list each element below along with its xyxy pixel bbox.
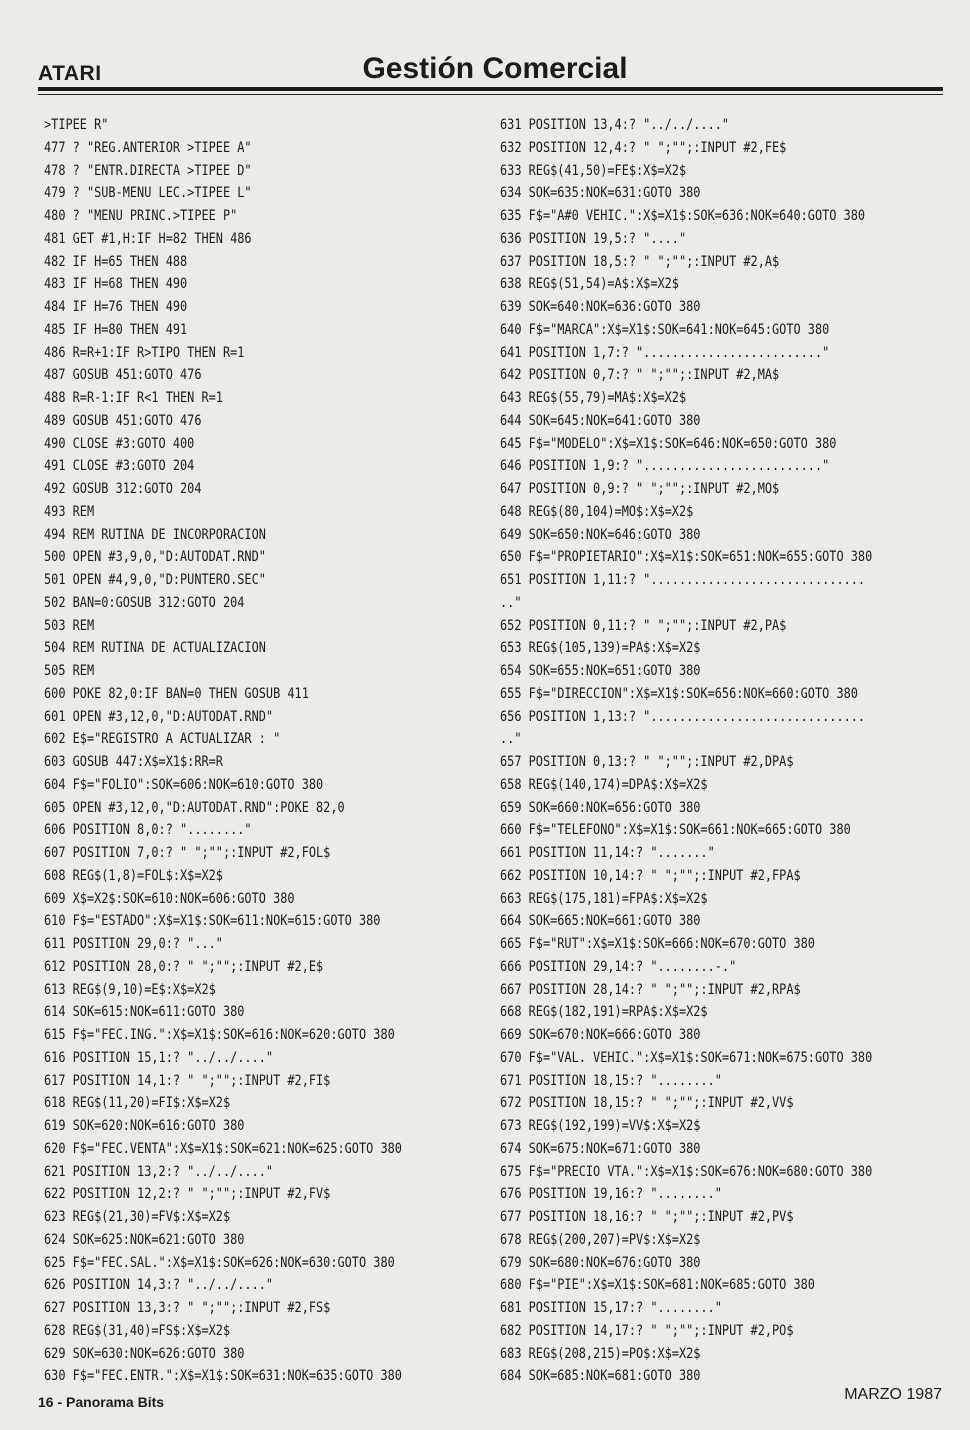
code-line: >TIPEE R" <box>44 117 109 133</box>
code-line: 660 F$="TELEFONO":X$=X1$:SOK=661:NOK=665:GOTO 380 <box>500 822 851 839</box>
code-line: 643 REG$(55,79)=MA$:X$=X2$ <box>500 390 687 406</box>
code-line: 638 REG$(51,54)=A$:X$=X2$ <box>500 276 679 293</box>
code-line: 604 F$="FOLIO":SOK=606:NOK=610:GOTO 380 <box>44 776 324 793</box>
code-line: 618 REG$(11,20)=FI$:X$=X2$ <box>44 1095 231 1112</box>
header-rule-thick <box>38 87 943 91</box>
code-line: 653 REG$(105,139)=PA$:X$=X2$ <box>500 640 701 657</box>
code-line: 650 F$="PROPIETARIO":X$=X1$:SOK=651:NOK=655:GOTO 380 <box>500 549 873 566</box>
code-line: 663 REG$(175,181)=FPA$:X$=X2$ <box>500 890 708 907</box>
code-line: 621 POSITION 13,2:? "../../...." <box>44 1163 274 1180</box>
code-line: 477 ? "REG.ANTERIOR >TIPEE A" <box>44 139 252 156</box>
code-line: 626 POSITION 14,3:? "../../...." <box>44 1277 274 1294</box>
code-line: 652 POSITION 0,11:? " ";"";:INPUT #2,PA$ <box>500 617 787 634</box>
code-line: 667 POSITION 28,14:? " ";"";:INPUT #2,RPA$ <box>500 981 801 998</box>
code-line: 655 F$="DIRECCION":X$=X1$:SOK=656:NOK=660:GOTO 380 <box>500 685 858 702</box>
footer-page-number: 16 - Panorama Bits <box>38 1394 165 1410</box>
code-line: 641 POSITION 1,7:? "........................." <box>500 344 830 361</box>
code-line: 501 OPEN #4,9,0,"D:PUNTERO.SEC" <box>44 572 266 588</box>
code-line: 629 SOK=630:NOK=626:GOTO 380 <box>44 1345 245 1362</box>
code-line: 651 POSITION 1,11:? ".............................. <box>500 572 866 588</box>
code-line: 680 F$="PIE":X$=X1$:SOK=681:NOK=685:GOTO 380 <box>500 1277 815 1294</box>
code-line: 659 SOK=660:NOK=656:GOTO 380 <box>500 799 701 816</box>
code-line: 500 OPEN #3,9,0,"D:AUTODAT.RND" <box>44 549 266 566</box>
code-line: 482 IF H=65 THEN 488 <box>44 253 188 270</box>
footer-date: MARZO 1987 <box>844 1386 942 1403</box>
code-line: 632 POSITION 12,4:? " ";"";:INPUT #2,FE$ <box>500 139 787 156</box>
code-line: 480 ? "MENU PRINC.>TIPEE P" <box>44 208 238 224</box>
code-line: 630 F$="FEC.ENTR.":X$=X1$:SOK=631:NOK=635:GOTO 380 <box>44 1368 402 1385</box>
code-line: 619 SOK=620:NOK=616:GOTO 380 <box>44 1118 245 1134</box>
code-line: 614 SOK=615:NOK=611:GOTO 380 <box>44 1004 245 1021</box>
code-line: 484 IF H=76 THEN 490 <box>44 299 188 315</box>
code-line: 634 SOK=635:NOK=631:GOTO 380 <box>500 185 701 202</box>
code-line: 649 SOK=650:NOK=646:GOTO 380 <box>500 526 701 543</box>
code-line: 675 F$="PRECIO VTA.":X$=X1$:SOK=676:NOK=680:GOTO 380 <box>500 1163 873 1180</box>
code-line: 492 GOSUB 312:GOTO 204 <box>44 481 202 497</box>
code-line: 673 REG$(192,199)=VV$:X$=X2$ <box>500 1118 701 1134</box>
code-line: 620 F$="FEC.VENTA":X$=X1$:SOK=621:NOK=625:GOTO 380 <box>44 1140 402 1157</box>
code-line: 679 SOK=680:NOK=676:GOTO 380 <box>500 1254 701 1271</box>
header-rule-thin <box>38 94 943 95</box>
code-line: 665 F$="RUT":X$=X1$:SOK=666:NOK=670:GOTO 380 <box>500 936 815 952</box>
code-line: 627 POSITION 13,3:? " ";"";:INPUT #2,FS$ <box>44 1300 331 1316</box>
code-line: 635 F$="A#0 VEHIC.":X$=X1$:SOK=636:NOK=640:GOTO 380 <box>500 208 866 224</box>
code-line: 661 POSITION 11,14:? "......." <box>500 845 715 861</box>
code-line: 670 F$="VAL. VEHIC.":X$=X1$:SOK=671:NOK=675:GOTO 380 <box>500 1049 873 1066</box>
code-line: 636 POSITION 19,5:? "...." <box>500 230 687 247</box>
code-line: 639 SOK=640:NOK=636:GOTO 380 <box>500 299 701 315</box>
code-line: 672 POSITION 18,15:? " ";"";:INPUT #2,VV$ <box>500 1095 794 1112</box>
code-line: 616 POSITION 15,1:? "../../...." <box>44 1049 274 1066</box>
code-line: 478 ? "ENTR.DIRECTA >TIPEE D" <box>44 162 252 179</box>
code-line: 682 POSITION 14,17:? " ";"";:INPUT #2,PO$ <box>500 1322 794 1339</box>
code-line: 623 REG$(21,30)=FV$:X$=X2$ <box>44 1209 231 1225</box>
code-line: 666 POSITION 29,14:? "........-." <box>500 958 737 975</box>
code-line: 617 POSITION 14,1:? " ";"";:INPUT #2,FI$ <box>44 1072 331 1089</box>
code-line: 600 POKE 82,0:IF BAN=0 THEN GOSUB 411 <box>44 685 309 702</box>
code-line: 654 SOK=655:NOK=651:GOTO 380 <box>500 663 701 679</box>
code-line: 656 POSITION 1,13:? ".............................. <box>500 708 866 725</box>
code-line: 646 POSITION 1,9:? "........................." <box>500 458 830 475</box>
code-column-left <box>44 114 402 1388</box>
code-line: 606 POSITION 8,0:? "........" <box>44 822 252 839</box>
code-line: 489 GOSUB 451:GOTO 476 <box>44 412 202 429</box>
code-line: 683 REG$(208,215)=PO$:X$=X2$ <box>500 1345 701 1362</box>
code-line: 631 POSITION 13,4:? "../../...." <box>500 117 730 133</box>
code-line: 494 REM RUTINA DE INCORPORACION <box>44 526 266 543</box>
code-line: 647 POSITION 0,9:? " ";"";:INPUT #2,MO$ <box>500 481 780 497</box>
code-line: 615 F$="FEC.ING.":X$=X1$:SOK=616:NOK=620:GOTO 380 <box>44 1027 395 1043</box>
code-line: 485 IF H=80 THEN 491 <box>44 321 188 338</box>
code-line: 609 X$=X2$:SOK=610:NOK=606:GOTO 380 <box>44 890 295 907</box>
code-line: 503 REM <box>44 617 95 634</box>
code-column-right <box>500 114 872 1388</box>
code-line: 642 POSITION 0,7:? " ";"";:INPUT #2,MA$ <box>500 367 780 384</box>
code-line: .." <box>500 731 522 748</box>
code-line: 601 OPEN #3,12,0,"D:AUTODAT.RND" <box>44 708 274 725</box>
code-line: 613 REG$(9,10)=E$:X$=X2$ <box>44 981 216 998</box>
code-line: 669 SOK=670:NOK=666:GOTO 380 <box>500 1027 701 1043</box>
code-line: 668 REG$(182,191)=RPA$:X$=X2$ <box>500 1004 708 1021</box>
code-line: 486 R=R+1:IF R>TIPO THEN R=1 <box>44 344 245 361</box>
code-line: 607 POSITION 7,0:? " ";"";:INPUT #2,FOL$ <box>44 845 331 861</box>
code-line: 483 IF H=68 THEN 490 <box>44 276 188 293</box>
code-line: 491 CLOSE #3:GOTO 204 <box>44 458 195 475</box>
code-line: 640 F$="MARCA":X$=X1$:SOK=641:NOK=645:GOTO 380 <box>500 321 830 338</box>
code-line: 628 REG$(31,40)=FS$:X$=X2$ <box>44 1322 231 1339</box>
code-line: 505 REM <box>44 663 95 679</box>
code-line: 479 ? "SUB-MENU LEC.>TIPEE L" <box>44 185 252 202</box>
code-line: 624 SOK=625:NOK=621:GOTO 380 <box>44 1231 245 1248</box>
code-line: 504 REM RUTINA DE ACTUALIZACION <box>44 640 266 657</box>
code-line: 633 REG$(41,50)=FE$:X$=X2$ <box>500 162 687 179</box>
code-line: 676 POSITION 19,16:? "........" <box>500 1186 722 1203</box>
code-line: 657 POSITION 0,13:? " ";"";:INPUT #2,DPA$ <box>500 754 794 770</box>
code-line: 644 SOK=645:NOK=641:GOTO 380 <box>500 412 701 429</box>
code-line: 481 GET #1,H:IF H=82 THEN 486 <box>44 230 252 247</box>
code-line: 622 POSITION 12,2:? " ";"";:INPUT #2,FV$ <box>44 1186 331 1203</box>
page-title: Gestión Comercial <box>362 52 628 85</box>
code-line: 684 SOK=685:NOK=681:GOTO 380 <box>500 1368 701 1385</box>
code-line: 677 POSITION 18,16:? " ";"";:INPUT #2,PV$ <box>500 1209 794 1225</box>
code-line: 681 POSITION 15,17:? "........" <box>500 1300 722 1316</box>
code-line: 610 F$="ESTADO":X$=X1$:SOK=611:NOK=615:GOTO 380 <box>44 913 381 930</box>
code-line: 493 REM <box>44 503 95 520</box>
section-label: ATARI <box>38 62 102 85</box>
code-line: 603 GOSUB 447:X$=X1$:RR=R <box>44 754 223 770</box>
code-line: 648 REG$(80,104)=MO$:X$=X2$ <box>500 503 694 520</box>
code-line: 637 POSITION 18,5:? " ";"";:INPUT #2,A$ <box>500 253 780 270</box>
code-line: 488 R=R-1:IF R<1 THEN R=1 <box>44 390 223 406</box>
code-line: 605 OPEN #3,12,0,"D:AUTODAT.RND":POKE 82,0 <box>44 799 345 816</box>
code-line: 671 POSITION 18,15:? "........" <box>500 1072 722 1089</box>
code-line: 490 CLOSE #3:GOTO 400 <box>44 435 195 452</box>
code-line: 674 SOK=675:NOK=671:GOTO 380 <box>500 1140 701 1157</box>
code-line: 625 F$="FEC.SAL.":X$=X1$:SOK=626:NOK=630:GOTO 380 <box>44 1254 395 1271</box>
code-line: 612 POSITION 28,0:? " ";"";:INPUT #2,E$ <box>44 958 324 975</box>
code-line: 487 GOSUB 451:GOTO 476 <box>44 367 202 384</box>
code-line: 602 E$="REGISTRO A ACTUALIZAR : " <box>44 731 281 748</box>
code-line: 658 REG$(140,174)=DPA$:X$=X2$ <box>500 776 708 793</box>
code-line: 662 POSITION 10,14:? " ";"";:INPUT #2,FPA$ <box>500 867 801 884</box>
code-line: 608 REG$(1,8)=FOL$:X$=X2$ <box>44 867 223 884</box>
code-line: 678 REG$(200,207)=PV$:X$=X2$ <box>500 1231 701 1248</box>
code-line: 664 SOK=665:NOK=661:GOTO 380 <box>500 913 701 930</box>
code-line: .." <box>500 594 522 611</box>
code-line: 502 BAN=0:GOSUB 312:GOTO 204 <box>44 594 245 611</box>
code-line: 645 F$="MODELO":X$=X1$:SOK=646:NOK=650:GOTO 380 <box>500 435 837 452</box>
code-line: 611 POSITION 29,0:? "..." <box>44 936 223 952</box>
